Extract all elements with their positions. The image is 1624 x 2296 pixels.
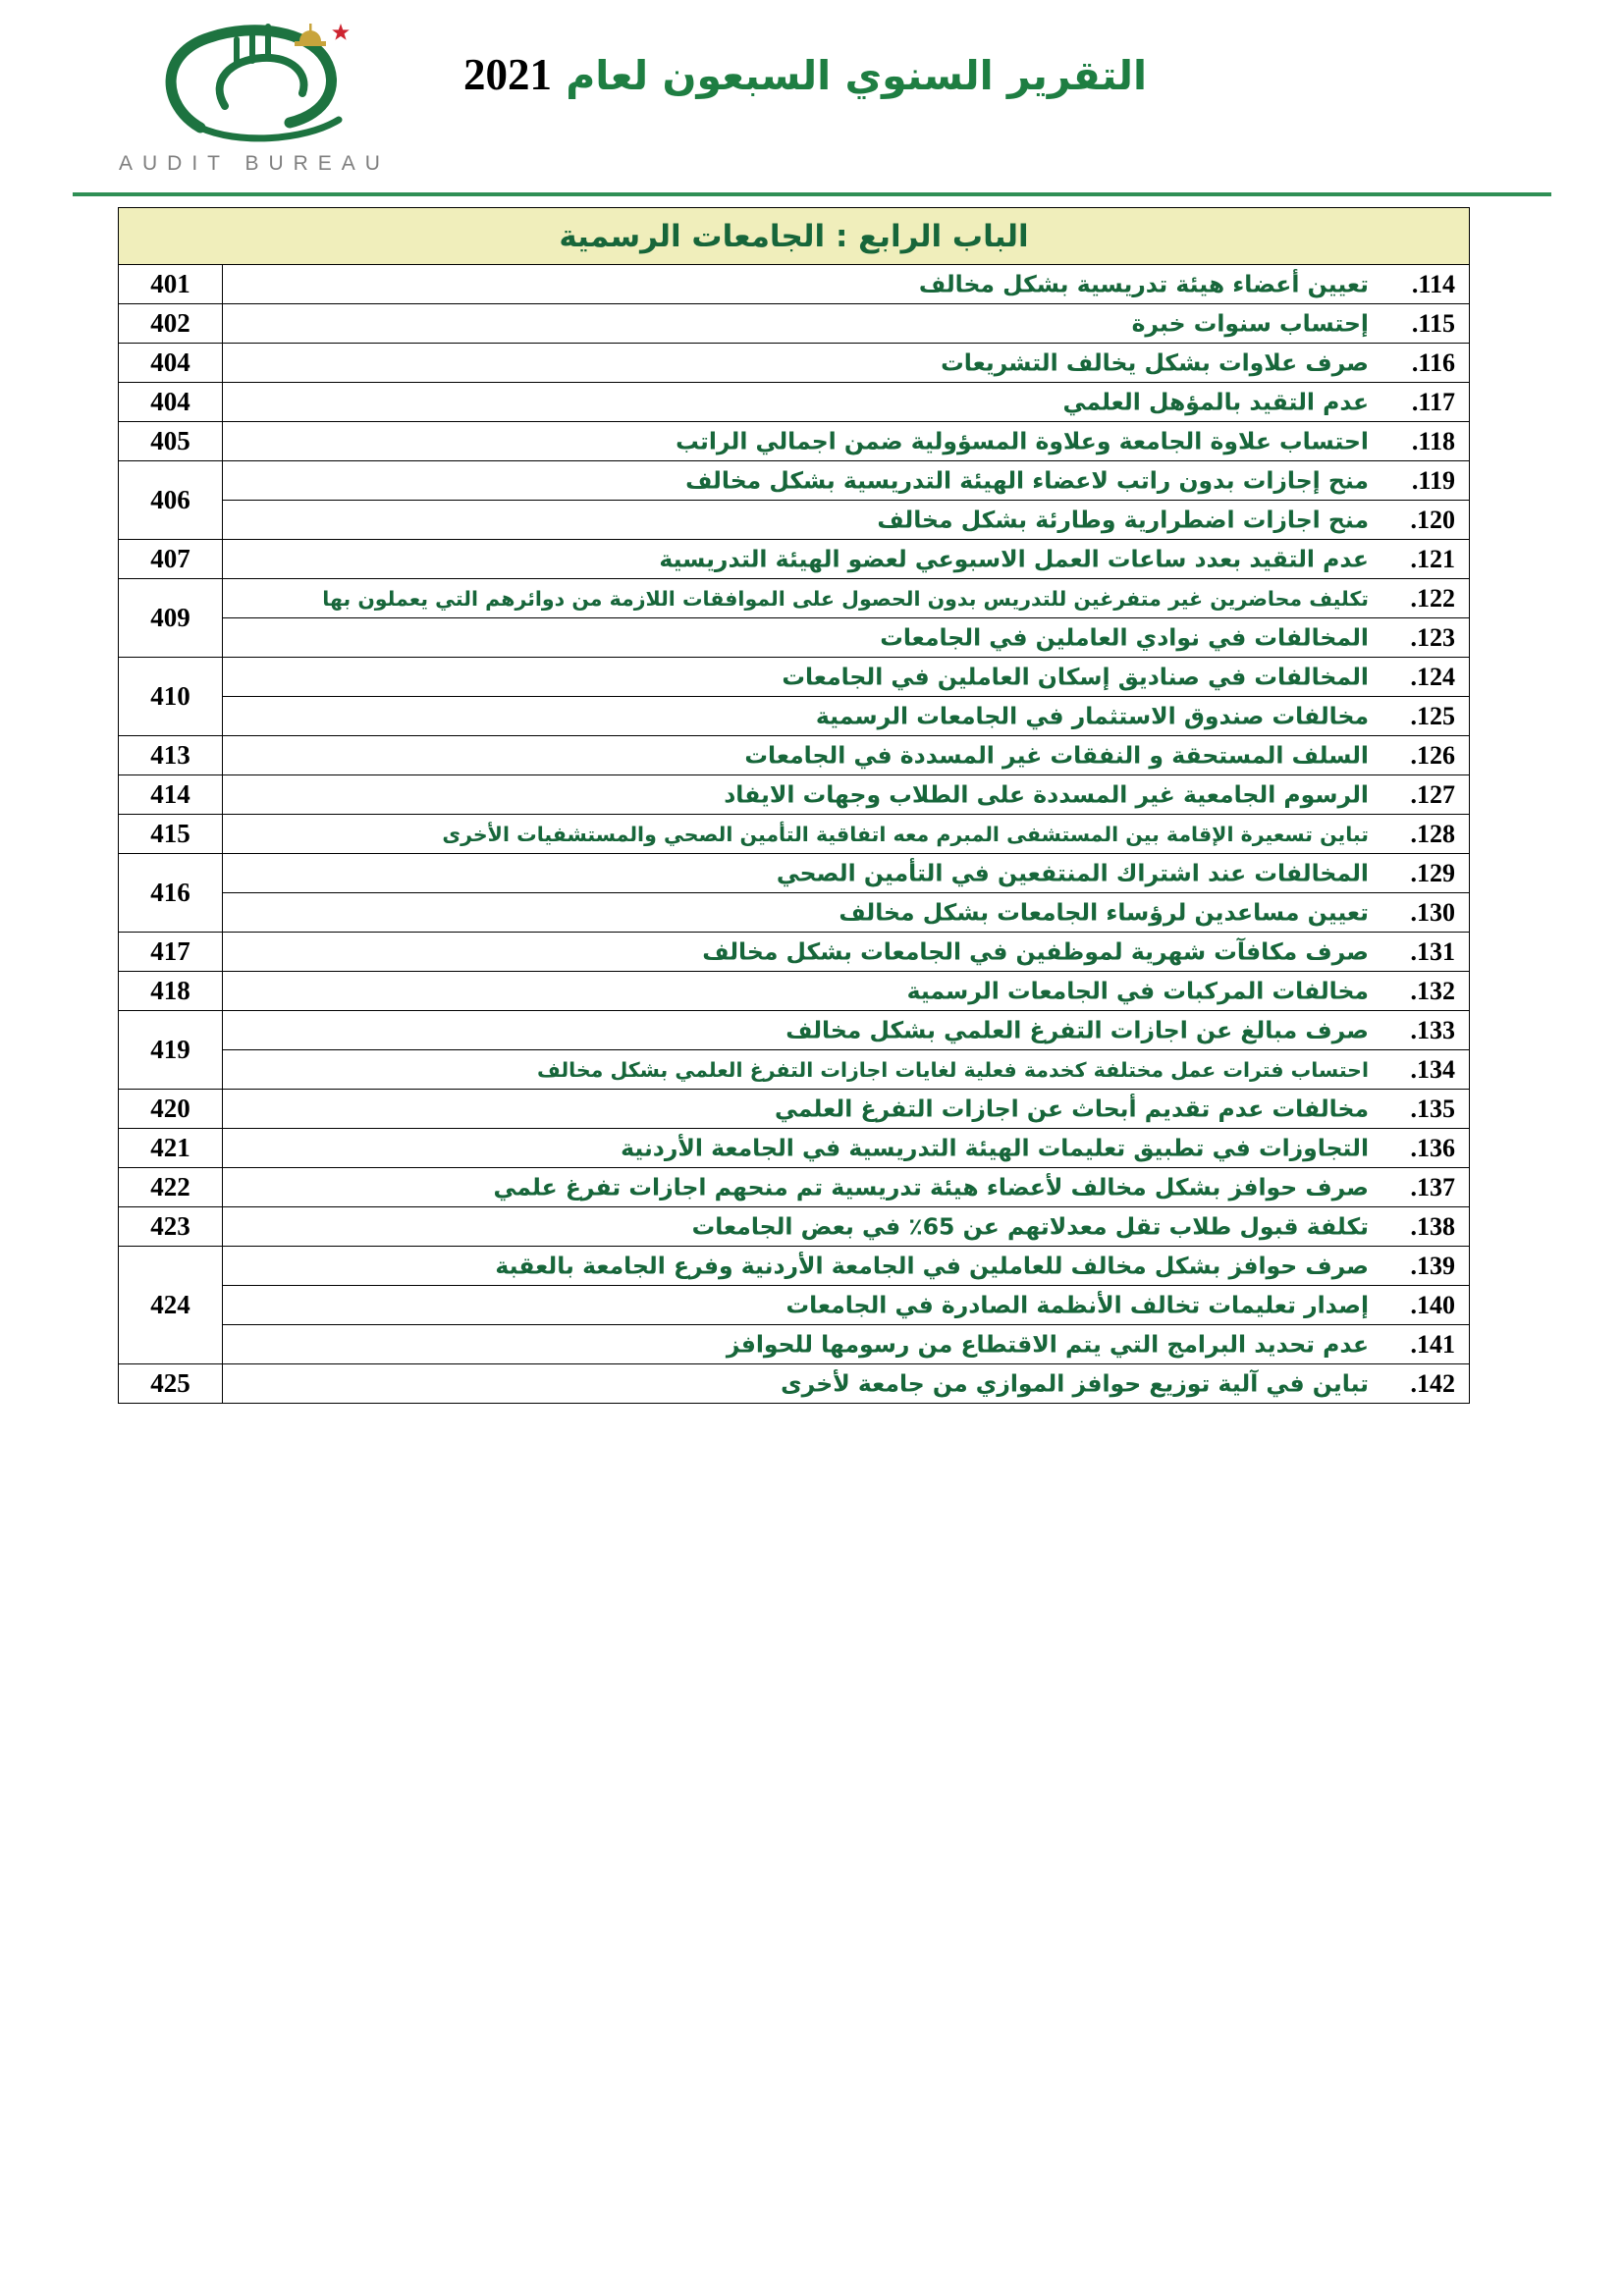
entry-title: إحتساب سنوات خبرة (1131, 309, 1369, 338)
entry-number: .132 (1410, 976, 1455, 1005)
entry-title: صرف مبالغ عن اجازات التفرغ العلمي بشكل مخالف (785, 1016, 1369, 1044)
page-number: 425 (119, 1364, 223, 1404)
page-number: 402 (119, 304, 223, 344)
page-number: 423 (119, 1207, 223, 1247)
toc-entry (223, 1207, 1470, 1247)
entry-number: .134 (1410, 1054, 1455, 1084)
entry-number: .141 (1410, 1329, 1455, 1359)
section-title: الباب الرابع : الجامعات الرسمية (119, 208, 1470, 265)
entry-number: .137 (1410, 1172, 1455, 1201)
logo-caption: AUDIT BUREAU (119, 152, 390, 175)
toc-entry (223, 304, 1470, 344)
page-number: 404 (119, 383, 223, 422)
page-number: 414 (119, 775, 223, 815)
toc-row (119, 1207, 1470, 1247)
entry-title: المخالفات عند اشتراك المنتفعين في التأمين الصحي (776, 859, 1369, 887)
entry-number: .116 (1411, 347, 1455, 377)
entry-title: تباين في آلية توزيع حوافز الموازي من جامعة لأخرى (781, 1369, 1369, 1398)
toc-entry (223, 1050, 1470, 1090)
toc-entry (223, 1168, 1470, 1207)
entry-title: صرف علاوات بشكل يخالف التشريعات (941, 348, 1369, 377)
toc-row (119, 1247, 1470, 1286)
toc-row (119, 501, 1470, 540)
section-header-row (119, 208, 1470, 265)
report-year: 2021 (462, 50, 552, 99)
entry-title: احتساب فترات عمل مختلفة كخدمة فعلية لغايات اجازات التفرغ العلمي بشكل مخالف (537, 1057, 1369, 1082)
toc-row (119, 658, 1470, 697)
entry-number: .131 (1410, 936, 1455, 966)
toc-row (119, 304, 1470, 344)
entry-number: .125 (1410, 701, 1455, 730)
page-number: 405 (119, 422, 223, 461)
entry-title: عدم التقيد بالمؤهل العلمي (1062, 388, 1369, 416)
toc-entry (223, 540, 1470, 579)
entry-number: .126 (1410, 740, 1455, 770)
toc-row (119, 1090, 1470, 1129)
page-number: 416 (119, 854, 223, 933)
page-number: 418 (119, 972, 223, 1011)
entry-title: تعيين أعضاء هيئة تدريسية بشكل مخالف (918, 270, 1369, 298)
entry-number: .123 (1410, 622, 1455, 652)
entry-number: .135 (1410, 1094, 1455, 1123)
entry-title: إصدار تعليمات تخالف الأنظمة الصادرة في الجامعات (785, 1291, 1369, 1319)
entry-title: صرف حوافز بشكل مخالف لأعضاء هيئة تدريسية تم منحهم اجازات تفرغ علمي (493, 1173, 1369, 1201)
page-number: 420 (119, 1090, 223, 1129)
page-number: 407 (119, 540, 223, 579)
toc-entry (223, 933, 1470, 972)
toc-row (119, 618, 1470, 658)
entry-number: .130 (1410, 897, 1455, 927)
report-title (422, 49, 1188, 100)
entry-number: .114 (1411, 269, 1455, 298)
page-number: 404 (119, 344, 223, 383)
entry-title: المخالفات في نوادي العاملين في الجامعات (880, 623, 1369, 652)
entry-title: تكلفة قبول طلاب تقل معدلاتهم عن 65٪ في بعض الجامعات (691, 1212, 1369, 1241)
entry-number: .124 (1410, 662, 1455, 691)
toc-entry (223, 854, 1470, 893)
entry-number: .118 (1411, 426, 1455, 455)
toc-row (119, 344, 1470, 383)
page-number: 410 (119, 658, 223, 736)
entry-title: منح اجازات اضطرارية وطارئة بشكل مخالف (877, 506, 1369, 534)
entry-title: عدم التقيد بعدد ساعات العمل الاسبوعي لعضو الهيئة التدريسية (659, 545, 1369, 573)
entry-title: مخالفات المركبات في الجامعات الرسمية (906, 977, 1369, 1005)
entry-title: التجاوزات في تطبيق تعليمات الهيئة التدريسية في الجامعة الأردنية (621, 1134, 1369, 1162)
toc-entry (223, 501, 1470, 540)
report-title-text: التقرير السنوي السبعون لعام (566, 52, 1148, 99)
toc-row (119, 893, 1470, 933)
toc-row (119, 1168, 1470, 1207)
entry-number: .133 (1410, 1015, 1455, 1044)
entry-title: تكليف محاضرين غير متفرغين للتدريس بدون الحصول على الموافقات اللازمة من دوائرهم التي يعملون بها (322, 586, 1369, 611)
entry-number: .136 (1410, 1133, 1455, 1162)
toc-entry (223, 1286, 1470, 1325)
toc-entry (223, 972, 1470, 1011)
toc-row (119, 854, 1470, 893)
entry-number: .120 (1410, 505, 1455, 534)
toc-row (119, 579, 1470, 618)
entry-title: تباين تسعيرة الإقامة بين المستشفى المبرم معه اتفاقية التأمين الصحي والمستشفيات الأخرى (442, 822, 1369, 846)
page-number: 419 (119, 1011, 223, 1090)
page-number: 424 (119, 1247, 223, 1364)
toc-entry (223, 893, 1470, 933)
toc-row (119, 736, 1470, 775)
logo-emblem-icon (107, 12, 402, 149)
toc-row (119, 1325, 1470, 1364)
entry-title: مخالفات صندوق الاستثمار في الجامعات الرسمية (815, 702, 1369, 730)
toc-table (118, 207, 1470, 1404)
page-number: 417 (119, 933, 223, 972)
toc-entry (223, 422, 1470, 461)
toc-row (119, 461, 1470, 501)
page-number: 422 (119, 1168, 223, 1207)
toc-row (119, 1050, 1470, 1090)
toc-entry (223, 579, 1470, 618)
toc-entry (223, 1090, 1470, 1129)
toc-entry (223, 775, 1470, 815)
entry-title: منح إجازات بدون راتب لاعضاء الهيئة التدريسية بشكل مخالف (685, 466, 1369, 495)
entry-number: .119 (1411, 465, 1455, 495)
entry-number: .128 (1410, 819, 1455, 848)
entry-title: مخالفات عدم تقديم أبحاث عن اجازات التفرغ العلمي (775, 1095, 1369, 1123)
toc-row (119, 697, 1470, 736)
toc-entry (223, 383, 1470, 422)
page-number: 409 (119, 579, 223, 658)
toc-entry (223, 1129, 1470, 1168)
toc-entry (223, 658, 1470, 697)
entry-title: الرسوم الجامعية غير المسددة على الطلاب وجهات الايفاد (724, 780, 1369, 809)
toc-entry (223, 815, 1470, 854)
page-number: 421 (119, 1129, 223, 1168)
page-number: 401 (119, 265, 223, 304)
page-number: 415 (119, 815, 223, 854)
toc-row (119, 1129, 1470, 1168)
entry-number: .127 (1410, 779, 1455, 809)
toc-entry (223, 461, 1470, 501)
logo-star-icon (332, 24, 350, 40)
toc-entry (223, 1011, 1470, 1050)
toc-row (119, 1011, 1470, 1050)
entry-title: السلف المستحقة و النفقات غير المسددة في الجامعات (744, 741, 1369, 770)
toc-body (119, 265, 1470, 1404)
entry-number: .139 (1410, 1251, 1455, 1280)
entry-title: عدم تحديد البرامج التي يتم الاقتطاع من رسومها للحوافز (726, 1330, 1369, 1359)
entry-number: .115 (1411, 308, 1455, 338)
toc-row (119, 265, 1470, 304)
page-number: 406 (119, 461, 223, 540)
toc-row (119, 1364, 1470, 1404)
toc-entry (223, 1247, 1470, 1286)
entry-number: .122 (1410, 583, 1455, 613)
page-number: 413 (119, 736, 223, 775)
entry-number: .140 (1410, 1290, 1455, 1319)
header-divider (73, 192, 1551, 196)
toc-row (119, 540, 1470, 579)
toc-entry (223, 1364, 1470, 1404)
audit-bureau-logo (102, 12, 406, 176)
toc-entry (223, 618, 1470, 658)
entry-number: .138 (1410, 1211, 1455, 1241)
entry-title: احتساب علاوة الجامعة وعلاوة المسؤولية ضمن اجمالي الراتب (676, 427, 1369, 455)
entry-number: .142 (1410, 1368, 1455, 1398)
toc-row (119, 383, 1470, 422)
entry-number: .117 (1411, 387, 1455, 416)
toc-entry (223, 697, 1470, 736)
toc-entry (223, 1325, 1470, 1364)
entry-title: المخالفات في صناديق إسكان العاملين في الجامعات (782, 663, 1369, 691)
entry-title: صرف حوافز بشكل مخالف للعاملين في الجامعة الأردنية وفرع الجامعة بالعقبة (495, 1252, 1369, 1280)
entry-number: .121 (1410, 544, 1455, 573)
toc-entry (223, 265, 1470, 304)
toc-entry (223, 344, 1470, 383)
toc-row (119, 1286, 1470, 1325)
entry-number: .129 (1410, 858, 1455, 887)
toc-row (119, 933, 1470, 972)
entry-title: تعيين مساعدين لرؤساء الجامعات بشكل مخالف (839, 898, 1369, 927)
toc-row (119, 972, 1470, 1011)
toc-row (119, 815, 1470, 854)
toc-entry (223, 736, 1470, 775)
toc-row (119, 422, 1470, 461)
entry-title: صرف مكافآت شهرية لموظفين في الجامعات بشكل مخالف (702, 937, 1369, 966)
toc-row (119, 775, 1470, 815)
